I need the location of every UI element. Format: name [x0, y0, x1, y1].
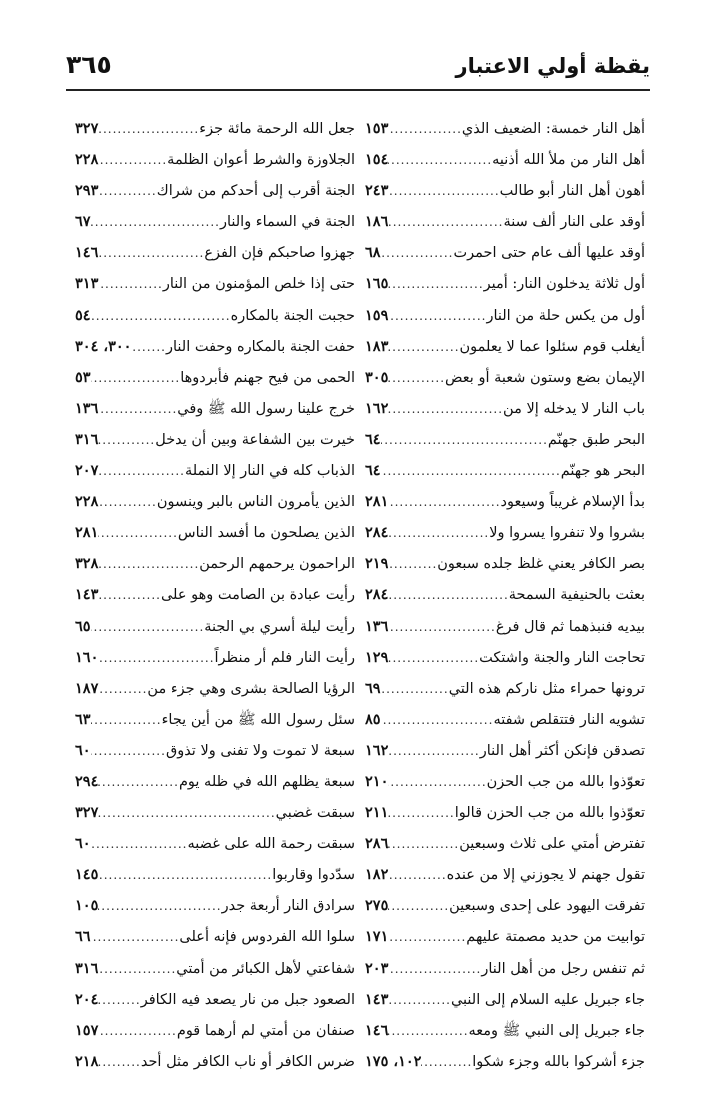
dot-leader	[388, 736, 479, 766]
entry-text: ضرس الكافر أو ناب الكافر مثل أحد	[140, 1053, 355, 1070]
index-entry	[365, 921, 645, 952]
entry-text: جاء جبريل عليه السلام إلى النبي	[450, 991, 645, 1008]
entry-text: ثم تنفس رجل من أهل النار	[481, 960, 645, 977]
index-entry	[75, 175, 355, 206]
entry-page-number: ٥٣	[75, 368, 91, 386]
entry-page-number: ٦٦	[75, 928, 91, 946]
entry-text: الراحمون يرحمهم الرحمن	[199, 556, 355, 573]
dot-leader	[388, 207, 503, 237]
entry-page-number: ٢٩٣	[75, 182, 99, 200]
index-entry	[365, 704, 645, 735]
dot-leader	[388, 580, 508, 610]
index-entry	[75, 1046, 355, 1077]
entry-page-number: ٢٩٤	[75, 772, 99, 790]
entry-page-number: ٦٤	[365, 462, 381, 480]
entry-page-number: ٦٨	[365, 244, 381, 262]
dot-leader	[91, 363, 181, 393]
dot-leader	[98, 456, 185, 486]
entry-page-number: ١٣٦	[75, 399, 99, 417]
dot-leader	[388, 487, 500, 517]
entry-text: جعل الله الرحمة مائة جزء	[199, 121, 355, 137]
entry-page-number: ١٥٧	[75, 1021, 99, 1039]
entry-text: الإيمان بضع وستون شعبة أو بعض	[445, 369, 645, 386]
index-entry	[75, 424, 355, 455]
entry-page-number: ٢٠٣	[365, 959, 389, 977]
index-entry	[365, 673, 645, 704]
index-entry	[365, 1015, 645, 1046]
dot-leader	[381, 425, 548, 455]
entry-page-number: ٣١٦	[75, 959, 99, 977]
dot-leader	[98, 425, 155, 455]
entry-text: سبقت غضبي	[275, 805, 355, 822]
entry-text: سبقت رحمة الله على غضبه	[187, 836, 355, 853]
entry-page-number: ٣٠٠، ٣٠٤	[75, 337, 132, 355]
entry-page-number: ٢٨٤	[365, 524, 389, 542]
entry-text: أول ثلاثة يدخلون النار: أمير	[483, 276, 645, 293]
entry-text: تقول جهنم لا يجوزني إلا من عنده	[446, 867, 645, 884]
entry-text: سبعة يظلهم الله في ظله يوم	[178, 773, 355, 790]
index-entry	[365, 300, 645, 331]
dot-leader	[388, 301, 486, 331]
entry-text: أهل النار من ملأ الله أذنيه	[492, 152, 645, 169]
dot-leader	[98, 114, 199, 144]
index-entry	[365, 1046, 645, 1077]
dot-leader	[98, 269, 162, 299]
index-entry	[75, 362, 355, 393]
dot-leader	[388, 860, 446, 890]
entry-text: تصدقن فإنكن أكثر أهل النار	[479, 742, 645, 759]
entry-text: أيغلب قوم سئلوا عما لا يعلمون	[459, 338, 645, 355]
entry-text: جزء أشركوا بالله وجزء شكوا	[472, 1053, 645, 1070]
entry-text: الذين يصلحون ما أفسد الناس	[177, 525, 355, 542]
dot-leader	[388, 643, 479, 673]
header-rule	[66, 89, 650, 91]
dot-leader	[388, 363, 445, 393]
dot-leader	[388, 518, 489, 548]
entry-page-number: ١٦٥	[365, 275, 389, 293]
entry-text: تعوّذوا بالله من جب الحزن قالوا	[454, 805, 645, 822]
index-entry	[75, 642, 355, 673]
index-entry	[75, 921, 355, 952]
dot-leader	[98, 860, 272, 890]
entry-text: تشويه النار فتتقلص شفته	[493, 711, 645, 728]
index-entry	[75, 517, 355, 548]
entry-page-number: ١٨٧	[75, 679, 99, 697]
index-entry	[365, 953, 645, 984]
index-entry	[365, 206, 645, 237]
index-entry	[365, 113, 645, 144]
entry-text: جاء جبريل إلى النبي ﷺ ومعه	[468, 1022, 645, 1039]
index-entry	[75, 144, 355, 175]
dot-leader	[388, 798, 454, 828]
entry-page-number: ٦٠	[75, 741, 91, 759]
index-entry	[75, 890, 355, 921]
index-entry	[75, 735, 355, 766]
index-entry	[75, 984, 355, 1015]
index-entry	[75, 331, 355, 362]
entry-page-number: ٢٢٨	[75, 151, 99, 169]
entry-text: بيديه فنبذهما ثم قال فرغ	[495, 618, 645, 635]
dot-leader	[388, 891, 449, 921]
dot-leader	[388, 394, 503, 424]
dot-leader	[388, 176, 499, 206]
entry-page-number: ٦٩	[365, 679, 381, 697]
entry-page-number: ٢٨٦	[365, 835, 389, 853]
entry-page-number: ٢٨١	[365, 493, 389, 511]
entry-text: خيرت بين الشفاعة وبين أن يدخل	[155, 431, 355, 448]
entry-text: أول من يكس حلة من النار	[486, 307, 645, 324]
entry-text: الجلاوزة والشرط أعوان الظلمة	[167, 152, 355, 169]
entry-text: بعثت بالحنيفية السمحة	[508, 587, 645, 604]
index-entry	[75, 393, 355, 424]
index-entry	[75, 113, 355, 144]
entry-page-number: ٣٢٧	[75, 120, 99, 137]
index-entry	[365, 175, 645, 206]
entry-text: حتى إذا خلص المؤمنون من النار	[162, 276, 355, 293]
entry-page-number: ٦٥	[75, 617, 91, 635]
entry-page-number: ٢٠٤	[75, 990, 99, 1008]
index-entry	[75, 611, 355, 642]
dot-leader	[421, 1047, 472, 1077]
dot-leader	[98, 549, 199, 579]
entry-page-number: ٢٠٧	[75, 462, 99, 480]
entry-page-number: ٥٤	[75, 306, 91, 324]
dot-leader	[98, 145, 167, 175]
entry-text: سرادق النار أربعة جدر	[221, 898, 355, 915]
dot-leader	[91, 207, 220, 237]
index-entry	[365, 517, 645, 548]
entry-page-number: ٣١٦	[75, 430, 99, 448]
index-column-right	[365, 113, 645, 1077]
dot-leader	[98, 767, 179, 797]
entry-page-number: ١٦٢	[365, 741, 389, 759]
index-entry	[365, 424, 645, 455]
dot-leader	[388, 767, 486, 797]
index-entry	[75, 206, 355, 237]
entry-page-number: ١٥٩	[365, 306, 389, 324]
dot-leader	[91, 705, 162, 735]
index-entry	[75, 548, 355, 579]
entry-page-number: ٦٧	[75, 213, 91, 231]
index-entry	[75, 486, 355, 517]
entry-page-number: ٢٢٨	[75, 493, 99, 511]
index-entry	[75, 797, 355, 828]
dot-leader	[131, 332, 166, 362]
dot-leader	[388, 985, 451, 1015]
entry-page-number: ٣٢٨	[75, 555, 99, 573]
entry-text: سئل رسول الله ﷺ من أين يجاء	[161, 711, 355, 728]
entry-page-number: ٨٥	[365, 710, 381, 728]
entry-page-number: ١٨٦	[365, 213, 389, 231]
index-entry	[75, 237, 355, 268]
dot-leader	[91, 612, 205, 642]
index-entry	[75, 300, 355, 331]
index-entry	[365, 486, 645, 517]
dot-leader	[388, 549, 437, 579]
dot-leader	[388, 114, 462, 144]
entry-text: حفت الجنة بالمكاره وحفت النار	[166, 338, 355, 355]
dot-leader	[98, 643, 214, 673]
index-entry	[365, 579, 645, 610]
entry-page-number: ١٦٢	[365, 399, 389, 417]
dot-leader	[381, 456, 561, 486]
index-entry	[365, 642, 645, 673]
dot-leader	[91, 301, 231, 331]
entry-page-number: ١٣٦	[365, 617, 389, 635]
dot-leader	[388, 954, 481, 984]
dot-leader	[388, 612, 495, 642]
index-entry	[365, 859, 645, 890]
entry-text: حجبت الجنة بالمكاره	[230, 307, 355, 324]
index-entry	[75, 455, 355, 486]
index-entry	[365, 362, 645, 393]
dot-leader	[98, 518, 178, 548]
dot-leader	[388, 145, 492, 175]
entry-text: خرج علينا رسول الله ﷺ وفي	[177, 400, 355, 417]
index-entry	[365, 766, 645, 797]
entry-page-number: ٢١٠	[365, 772, 389, 790]
index-entry	[365, 548, 645, 579]
entry-text: باب النار لا يدخله إلا من	[503, 400, 645, 417]
page-number: ٣٦٥	[66, 50, 112, 79]
dot-leader	[98, 798, 275, 828]
entry-page-number: ١٤٦	[75, 244, 99, 262]
entry-text: أوقد عليها ألف عام حتى احمرت	[453, 245, 645, 262]
dot-leader	[388, 829, 459, 859]
entry-page-number: ٣٢٧	[75, 804, 99, 822]
dot-leader	[98, 394, 177, 424]
entry-text: أهون أهل النار أبو طالب	[499, 183, 645, 200]
index-entry	[75, 704, 355, 735]
entry-page-number: ١٤٦	[365, 1021, 389, 1039]
index-entry	[365, 331, 645, 362]
index-entry	[365, 797, 645, 828]
entry-page-number: ٢١٩	[365, 555, 389, 573]
entry-text: البحر طبق جهنّم	[547, 431, 645, 448]
index-entry	[365, 735, 645, 766]
entry-text: بدأ الإسلام غريباً وسيعود	[500, 494, 645, 511]
dot-leader	[91, 829, 188, 859]
entry-text: أهل النار خمسة: الضعيف الذي	[461, 121, 645, 137]
dot-leader	[98, 1047, 140, 1077]
dot-leader	[91, 736, 166, 766]
dot-leader	[381, 705, 494, 735]
page-header	[66, 50, 650, 90]
dot-leader	[98, 891, 221, 921]
entry-text: أوقد على النار ألف سنة	[503, 214, 645, 231]
index-entry	[365, 144, 645, 175]
entry-text: تفرقت اليهود على إحدى وسبعين	[449, 898, 645, 915]
dot-leader	[381, 238, 454, 268]
entry-text: الحمى من فيح جهنم فأبردوها	[180, 369, 355, 386]
entry-text: توابيت من حديد مصمتة عليهم	[466, 929, 645, 946]
index-entry	[75, 953, 355, 984]
entry-text: البحر هو جهنّم	[560, 463, 645, 480]
index-entry	[365, 237, 645, 268]
dot-leader	[388, 332, 459, 362]
index-entry	[365, 268, 645, 299]
index-entry	[75, 673, 355, 704]
entry-text: سلوا الله الفردوس فإنه أعلى	[179, 929, 355, 946]
dot-leader	[388, 1016, 468, 1046]
entry-page-number: ١٤٥	[75, 866, 99, 884]
dot-leader	[98, 238, 204, 268]
entry-text: صنفان من أمتي لم أرهما قوم	[176, 1022, 355, 1039]
entry-text: رأيت ليلة أسري بي الجنة	[204, 618, 355, 635]
dot-leader	[388, 922, 466, 952]
dot-leader	[98, 487, 157, 517]
entry-text: الجنة أقرب إلى أحدكم من شراك	[156, 183, 355, 200]
dot-leader	[98, 580, 161, 610]
index-entry	[365, 828, 645, 859]
entry-text: رأيت النار فلم أر منظراً	[214, 649, 355, 666]
entry-text: بصر الكافر يعني غلظ جلده سبعون	[437, 556, 645, 573]
index-entry	[365, 455, 645, 486]
entry-text: الجنة في السماء والنار	[219, 214, 355, 231]
dot-leader	[98, 1016, 176, 1046]
entry-page-number: ١٢٩	[365, 648, 389, 666]
index-entry	[75, 828, 355, 859]
entry-text: ترونها حمراء مثل ناركم هذه التي	[448, 680, 645, 697]
entry-page-number: ١٠٢، ١٧٥	[365, 1052, 422, 1070]
entry-page-number: ١٥٤	[365, 151, 389, 169]
entry-text: الذباب كله في النار إلا النملة	[184, 463, 355, 480]
entry-page-number: ٢٨١	[75, 524, 99, 542]
entry-text: رأيت عبادة بن الصامت وهو على	[160, 587, 355, 604]
index-entry	[75, 579, 355, 610]
index-entry	[75, 1015, 355, 1046]
entry-page-number: ٦٣	[75, 710, 91, 728]
dot-leader	[98, 985, 140, 1015]
entry-text: تحاجت النار والجنة واشتكت	[479, 649, 645, 666]
index-column-left	[75, 113, 355, 1077]
entry-page-number: ١٧١	[365, 928, 389, 946]
entry-text: سبعة لا تموت ولا تفنى ولا تذوق	[165, 742, 355, 759]
entry-page-number: ١٤٣	[365, 990, 389, 1008]
entry-text: تعوّذوا بالله من جب الحزن	[486, 773, 645, 790]
entry-page-number: ١٨٣	[365, 337, 389, 355]
entry-text: الرؤيا الصالحة بشرى وهي جزء من	[147, 680, 355, 697]
index-entry	[365, 611, 645, 642]
entry-page-number: ١٥٣	[365, 120, 389, 137]
index-entry	[75, 859, 355, 890]
dot-leader	[98, 176, 156, 206]
entry-page-number: ٢٤٣	[365, 182, 389, 200]
entry-page-number: ٢١٨	[75, 1052, 99, 1070]
index-entry	[75, 268, 355, 299]
entry-text: سدّدوا وقاربوا	[272, 867, 355, 884]
entry-page-number: ١٦٠	[75, 648, 99, 666]
entry-page-number: ١٠٥	[75, 897, 99, 915]
entry-page-number: ٢١١	[365, 804, 389, 822]
dot-leader	[98, 674, 147, 704]
entry-page-number: ٣٠٥	[365, 368, 389, 386]
dot-leader	[98, 954, 176, 984]
index-entry	[365, 393, 645, 424]
entry-text: جهزوا صاحبكم فإن الفزع	[204, 245, 355, 262]
index-entry	[365, 984, 645, 1015]
entry-text: بشروا ولا تنفروا يسروا ولا	[489, 525, 645, 542]
entry-text: الذين يأمرون الناس بالبر وينسون	[156, 494, 355, 511]
dot-leader	[381, 674, 449, 704]
entry-page-number: ١٤٣	[75, 586, 99, 604]
entry-page-number: ٦٤	[365, 430, 381, 448]
entry-page-number: ١٨٢	[365, 866, 389, 884]
entry-page-number: ٣١٣	[75, 275, 99, 293]
entry-page-number: ٢٧٥	[365, 897, 389, 915]
running-title: يقظة أولي الاعتبار	[455, 54, 650, 78]
entry-page-number: ٦٠	[75, 835, 91, 853]
dot-leader	[388, 269, 483, 299]
dot-leader	[91, 922, 180, 952]
entry-text: الصعود جبل من نار يصعد فيه الكافر	[140, 991, 355, 1008]
entry-text: شفاعتي لأهل الكبائر من أمتي	[176, 960, 355, 977]
index-entry	[75, 766, 355, 797]
entry-text: تفترض أمتي على ثلاث وسبعين	[459, 836, 645, 853]
index-entry	[365, 890, 645, 921]
entry-page-number: ٢٨٤	[365, 586, 389, 604]
